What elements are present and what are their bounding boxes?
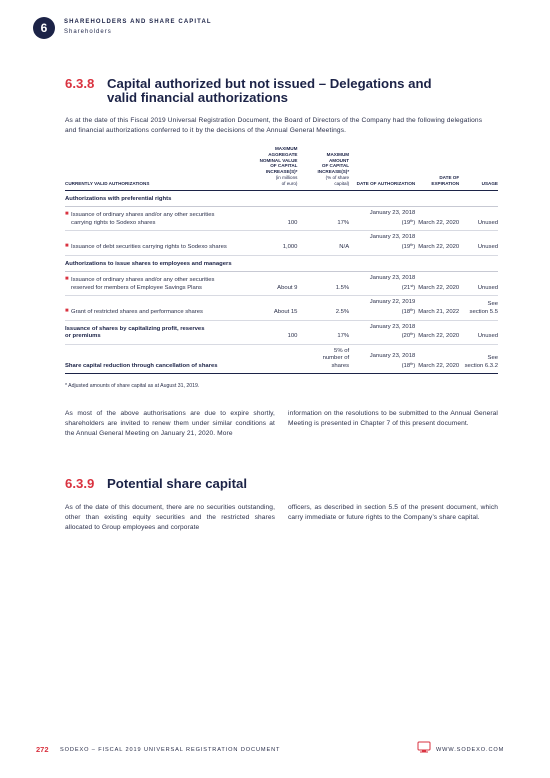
bullet-icon: ■	[65, 307, 69, 314]
header-max-nominal: MAXIMUM AGGREGATE NOMINAL VALUE OF CAPITAL INCREASE(S)* (in millions of euro)	[241, 146, 297, 190]
bullet-icon: ■	[65, 242, 69, 249]
table-footnote: * Adjusted amounts of share capital as at August 31, 2019.	[65, 383, 200, 389]
table-row: ■ Issuance of ordinary shares and/or any other securities reserved for members of Employee Savings Plans About 9 1.5% January 23, 2018 (21st) March 22, 2020 Unused	[65, 272, 498, 296]
table-row: Issuance of shares by capitalizing profit, reserves or premiums 100 17% January 23, 2018 (20th) March 22, 2020 Unused	[65, 320, 498, 344]
potential-capital-paragraph-right: officers, as described in section 5.5 of the present document, which carry immediate or future rights to the Company’s share capital.	[288, 504, 498, 521]
header-date-expiration: DATE OF EXPIRATION	[415, 146, 459, 190]
chapter-title: SHAREHOLDERS AND SHARE CAPITAL	[64, 19, 212, 25]
intro-paragraph: As at the date of this Fiscal 2019 Universal Registration Document, the Board of Directors of the Company had the following delegations and financial authorizations conferred to it by the decisions of the Annual General Meetings.	[65, 117, 483, 134]
website-link[interactable]: WWW.SODEXO.COM	[436, 747, 505, 753]
section-6-3-8-heading	[65, 77, 485, 105]
group-preferential-rights: Authorizations with preferential rights	[65, 190, 498, 207]
bullet-icon: ■	[65, 276, 69, 283]
table-row: Share capital reduction through cancellation of shares 5% of number of shares January 23, 2018 (18th) March 22, 2020 See section 6.3.2	[65, 344, 498, 374]
header-max-amount: MAXIMUM AMOUNT OF CAPITAL INCREASE(S)* (% of share capital)	[297, 146, 349, 190]
section-title-line1: Capital authorized but not issued – Delegations and	[107, 76, 432, 91]
chapter-subtitle: Shareholders	[64, 29, 112, 35]
computer-icon	[417, 741, 431, 753]
table-group-row	[65, 190, 498, 207]
renewal-paragraph-right: information on the resolutions to be submitted to the Annual General Meeting is presented in Chapter 7 of this present document.	[288, 410, 498, 427]
section-number: 6.3.8	[65, 76, 95, 91]
chapter-number: 6	[40, 21, 48, 35]
section-number: 6.3.9	[65, 476, 95, 491]
page-number: 272	[36, 745, 49, 754]
potential-capital-paragraph-left: As of the date of this document, there are no securities outstanding, other than existing equity securities and the restricted shares allocated to Group employees and corporate	[65, 504, 275, 531]
header-usage: USAGE	[459, 146, 498, 190]
header-authorizations: CURRENTLY VALID AUTHORIZATIONS	[65, 146, 241, 190]
table-header-row	[65, 146, 498, 190]
chapter-number-badge	[33, 17, 55, 39]
table-row: ■ Grant of restricted shares and performance shares About 15 2.5% January 22, 2019 (18th) March 21, 2022 See section 5.5	[65, 296, 498, 320]
section-title-line2: valid financial authorizations	[107, 90, 288, 105]
header-date-authorization: DATE OF AUTHORIZATION	[349, 146, 415, 190]
renewal-paragraph-left: As most of the above authorisations are due to expire shortly, shareholders are invited to renew them under similar conditions at the Annual General Meeting on January 21, 2020. More	[65, 410, 275, 437]
footer-document-title: SODEXO – FISCAL 2019 UNIVERSAL REGISTRATION DOCUMENT	[60, 747, 281, 753]
table-group-row	[65, 255, 498, 272]
authorizations-table	[65, 146, 498, 374]
section-title: Potential share capital	[107, 476, 247, 491]
section-6-3-9-heading	[65, 476, 247, 491]
group-employees-managers: Authorizations to issue shares to employees and managers	[65, 255, 498, 272]
bullet-icon: ■	[65, 211, 69, 218]
table-row: ■ Issuance of ordinary shares and/or any other securities carrying rights to Sodexo shares 100 17% January 23, 2018 (19th) March 22, 2020 Unused	[65, 207, 498, 231]
table-row: ■ Issuance of debt securities carrying rights to Sodexo shares 1,000 N/A January 23, 2018 (19th) March 22, 2020 Unused	[65, 231, 498, 255]
